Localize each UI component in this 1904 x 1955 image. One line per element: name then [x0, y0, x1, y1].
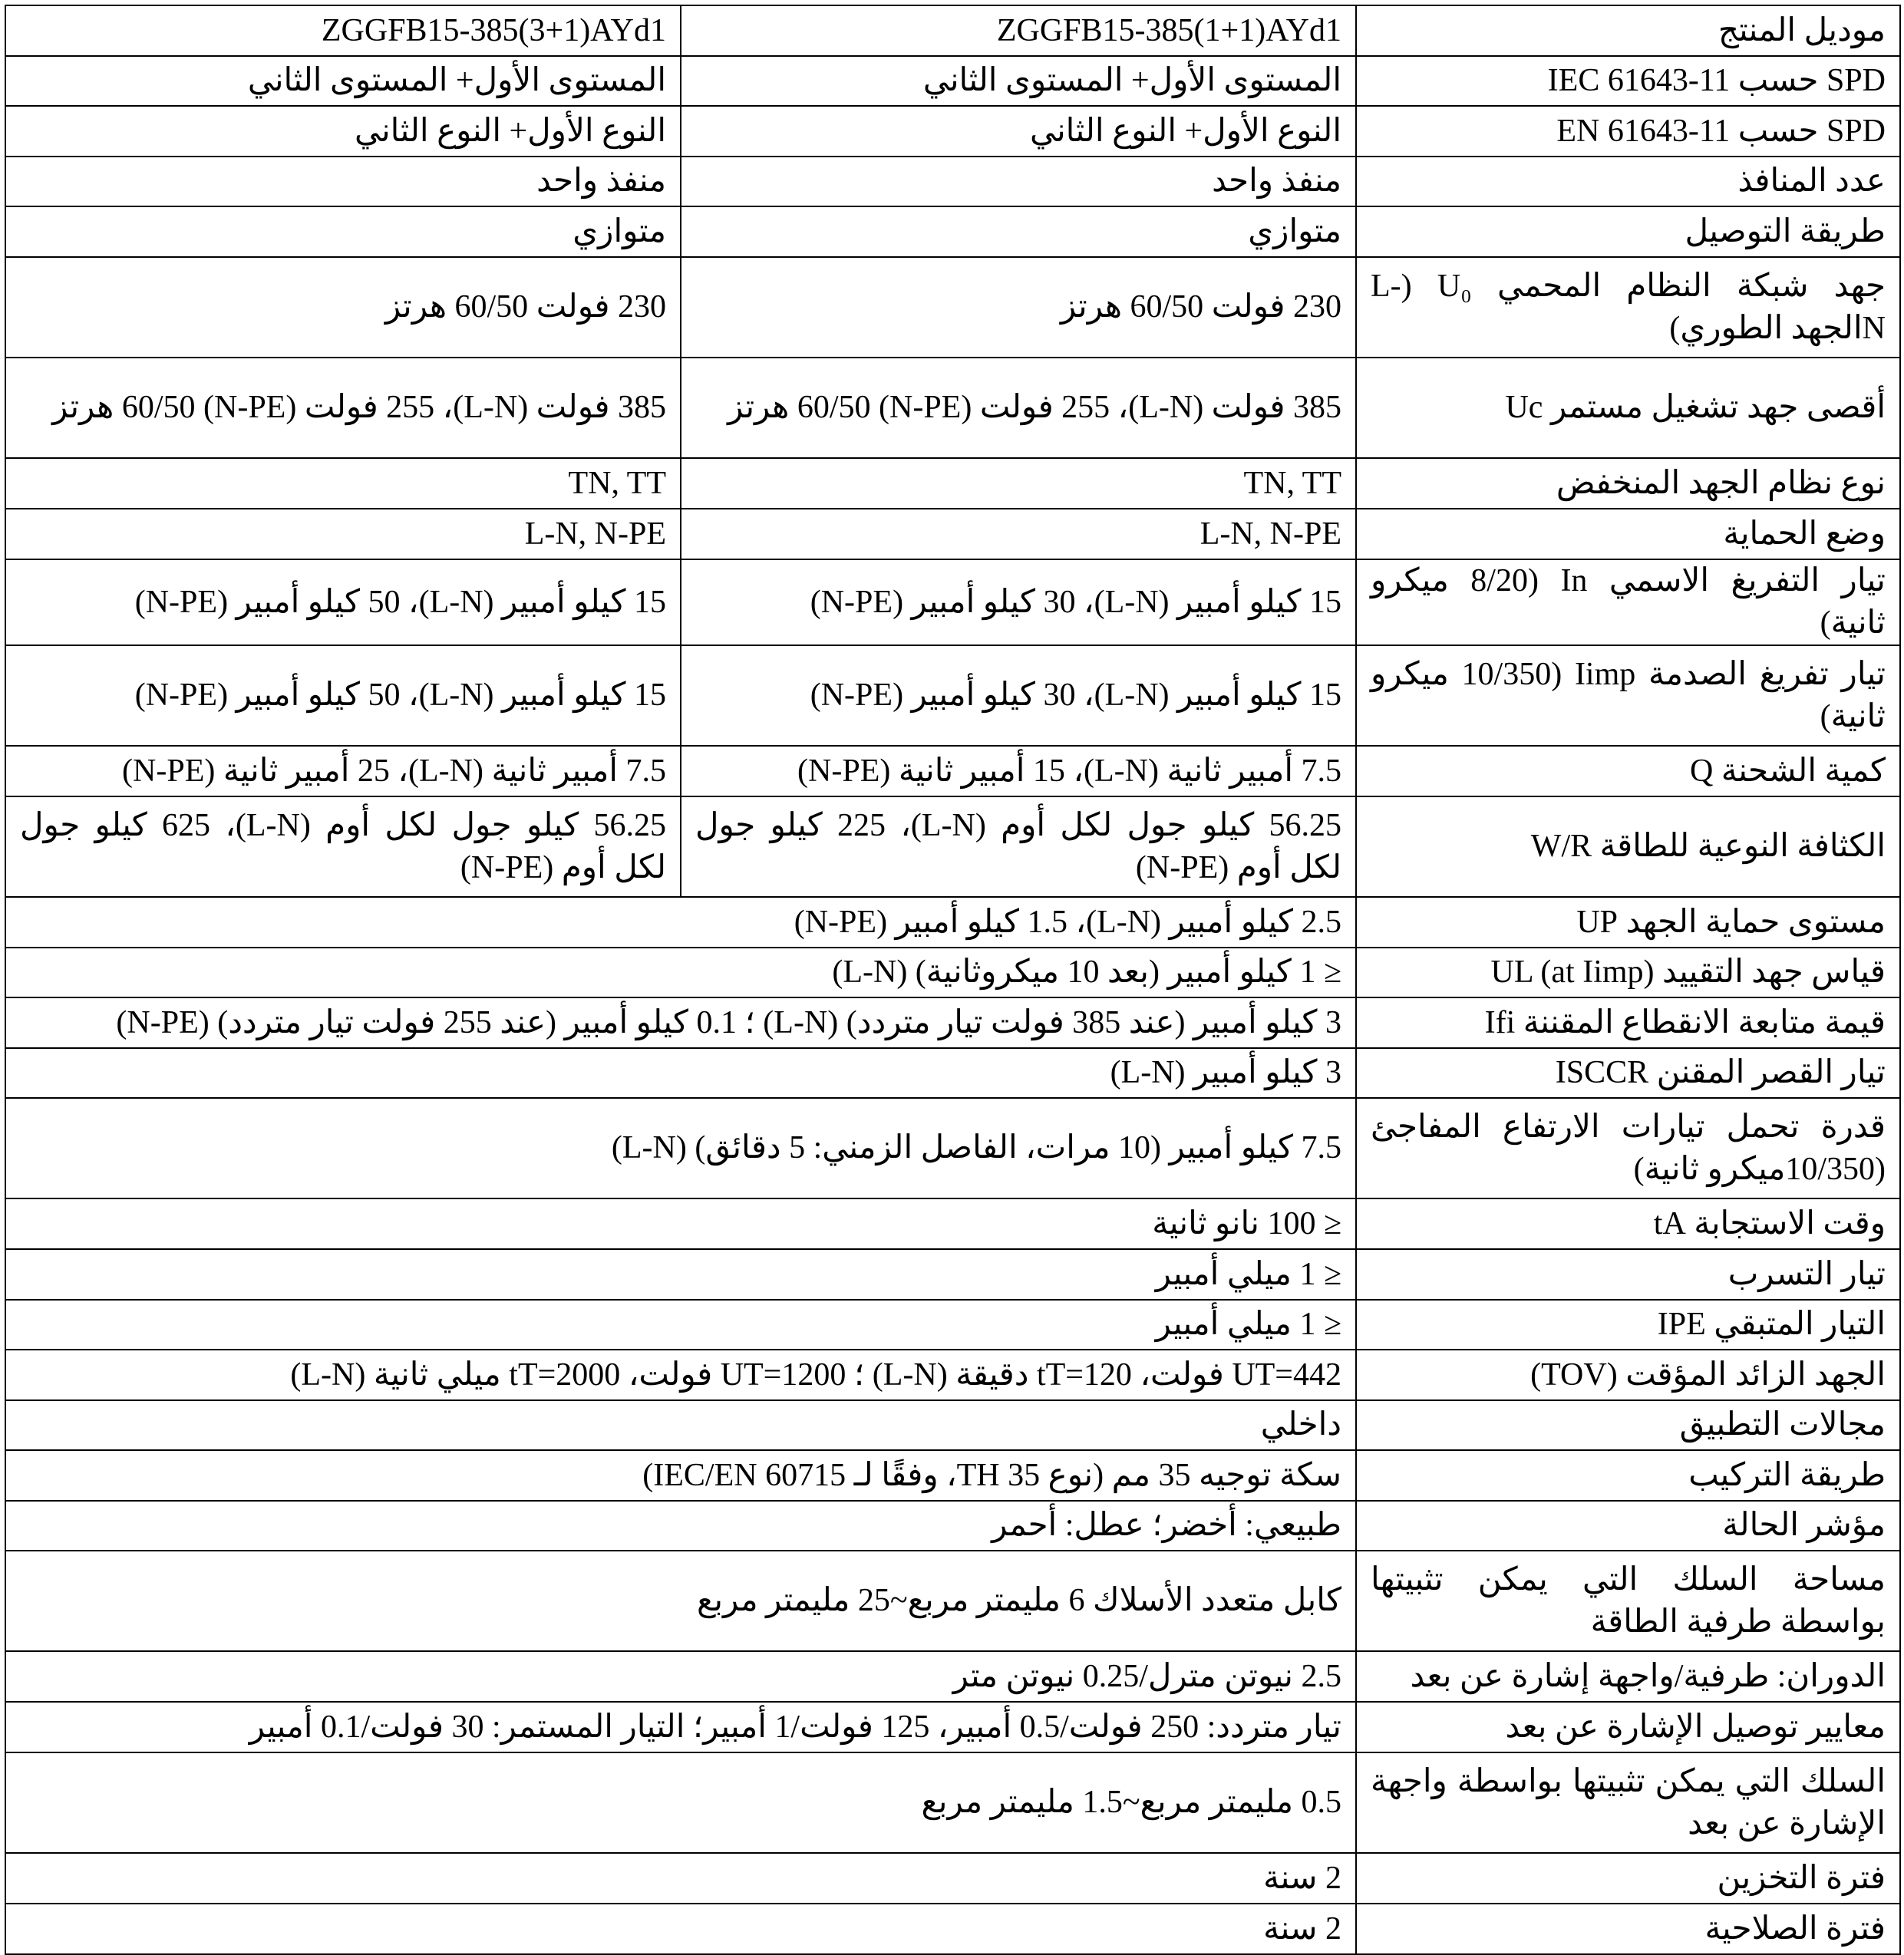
model-2-value: متوازي [5, 206, 681, 257]
shared-value: تيار متردد: 250 فولت/0.5 أمبير، 125 فولت/1 أمبير؛ التيار المستمر: 30 فولت/0.1 أمبير [5, 1702, 1356, 1752]
model-2-value: 15 كيلو أمبير (L-N)، 50 كيلو أمبير (N-PE) [5, 645, 681, 746]
row-label: قياس جهد التقييد UL (at Iimp) [1356, 948, 1900, 997]
shared-value: 2 سنة [5, 1853, 1356, 1904]
model-2-value: منفذ واحد [5, 157, 681, 206]
shared-value: UT=442 فولت، tT=120 دقيقة (L-N) ؛ UT=1200 فولت، tT=2000 ميلي ثانية (L-N) [5, 1350, 1356, 1400]
model-1-value: منفذ واحد [681, 157, 1356, 206]
shared-value: كابل متعدد الأسلاك 6 مليمتر مربع~25 مليمتر مربع [5, 1551, 1356, 1651]
table-row [5, 645, 1900, 746]
model-2-value: TN, TT [5, 458, 681, 509]
row-label: تيار تفريغ الصدمة Iimp (10/350 ميكرو ثانية) [1356, 645, 1900, 746]
shared-value: ≤ 100 نانو ثانية [5, 1198, 1356, 1249]
row-label: مستوى حماية الجهد UP [1356, 897, 1900, 948]
shared-value: 0.5 مليمتر مربع~1.5 مليمتر مربع [5, 1752, 1356, 1853]
shared-value: ≤ 1 ميلي أمبير [5, 1300, 1356, 1350]
model-1-value: TN, TT [681, 458, 1356, 509]
row-label: الكثافة النوعية للطاقة W/R [1356, 796, 1900, 897]
table-row [5, 106, 1900, 157]
model-1-value: النوع الأول+ النوع الثاني [681, 106, 1356, 157]
table-row [5, 509, 1900, 559]
row-label: تيار التسرب [1356, 1249, 1900, 1300]
row-label: وضع الحماية [1356, 509, 1900, 559]
row-label: الدوران: طرفية/واجهة إشارة عن بعد [1356, 1651, 1900, 1702]
table-row [5, 1400, 1900, 1450]
row-label: مساحة السلك التي يمكن تثبيتها بواسطة طرفية الطاقة [1356, 1551, 1900, 1651]
row-label: نوع نظام الجهد المنخفض [1356, 458, 1900, 509]
table-row [5, 1249, 1900, 1300]
shared-value: 7.5 كيلو أمبير (10 مرات، الفاصل الزمني: 5 دقائق) (L-N) [5, 1098, 1356, 1198]
row-label: الجهد الزائد المؤقت (TOV) [1356, 1350, 1900, 1400]
row-label: عدد المنافذ [1356, 157, 1900, 206]
row-label: طريقة التوصيل [1356, 206, 1900, 257]
table-row [5, 1048, 1900, 1098]
shared-value: طبيعي: أخضر؛ عطل: أحمر [5, 1501, 1356, 1551]
table-row [5, 1098, 1900, 1198]
row-label: تيار التفريغ الاسمي In (8/20 ميكرو ثانية) [1356, 559, 1900, 645]
table-row [5, 1651, 1900, 1702]
table-row [5, 257, 1900, 358]
row-label: قيمة متابعة الانقطاع المقننة Ifi [1356, 997, 1900, 1048]
model-2-value: 230 فولت 60/50 هرتز [5, 257, 681, 358]
model-2-value: 15 كيلو أمبير (L-N)، 50 كيلو أمبير (N-PE) [5, 559, 681, 645]
table-row [5, 1501, 1900, 1551]
row-label: وقت الاستجابة tA [1356, 1198, 1900, 1249]
table-row [5, 997, 1900, 1048]
model-1-value: L-N, N-PE [681, 509, 1356, 559]
table-row [5, 796, 1900, 897]
row-label: طريقة التركيب [1356, 1450, 1900, 1501]
shared-value: 3 كيلو أمبير (L-N) [5, 1048, 1356, 1098]
table-row [5, 56, 1900, 106]
row-label: SPD حسب EN 61643-11 [1356, 106, 1900, 157]
model-1-value: 385 فولت (L-N)، 255 فولت (N-PE) 60/50 هرتز [681, 358, 1356, 458]
table-row [5, 157, 1900, 206]
row-label: مجالات التطبيق [1356, 1400, 1900, 1450]
row-label: جهد شبكة النظام المحمي U₀ (L-Nالجهد الطوري) [1356, 257, 1900, 358]
table-row [5, 1350, 1900, 1400]
table-row [5, 1702, 1900, 1752]
model-1-value: 15 كيلو أمبير (L-N)، 30 كيلو أمبير (N-PE) [681, 645, 1356, 746]
model-1-value: 230 فولت 60/50 هرتز [681, 257, 1356, 358]
table-row [5, 1450, 1900, 1501]
table-row [5, 1853, 1900, 1904]
table-row [5, 206, 1900, 257]
shared-value: 2 سنة [5, 1904, 1356, 1954]
shared-value: 2.5 نيوتن مترل/0.25 نيوتن متر [5, 1651, 1356, 1702]
row-label: كمية الشحنة Q [1356, 746, 1900, 796]
row-label: فترة التخزين [1356, 1853, 1900, 1904]
table-row [5, 1752, 1900, 1853]
shared-value: سكة توجيه 35 مم (نوع TH 35، وفقًا لـ IEC/EN 60715) [5, 1450, 1356, 1501]
table-row [5, 897, 1900, 948]
shared-value: 2.5 كيلو أمبير (L-N)، 1.5 كيلو أمبير (N-PE) [5, 897, 1356, 948]
spec-table [5, 5, 1901, 1955]
model-2-value: 385 فولت (L-N)، 255 فولت (N-PE) 60/50 هرتز [5, 358, 681, 458]
model-2-value: النوع الأول+ النوع الثاني [5, 106, 681, 157]
table-row [5, 358, 1900, 458]
row-label: موديل المنتج [1356, 5, 1900, 56]
table-row [5, 458, 1900, 509]
row-label: مؤشر الحالة [1356, 1501, 1900, 1551]
row-label: التيار المتبقي IPE [1356, 1300, 1900, 1350]
shared-value: ≤ 1 كيلو أمبير (بعد 10 ميكروثانية) (L-N) [5, 948, 1356, 997]
model-1-value: متوازي [681, 206, 1356, 257]
model-1-value: 56.25 كيلو جول لكل أوم (L-N)، 225 كيلو جول لكل أوم (N-PE) [681, 796, 1356, 897]
model-2-value: 7.5 أمبير ثانية (L-N)، 25 أمبير ثانية (N-PE) [5, 746, 681, 796]
row-label: فترة الصلاحية [1356, 1904, 1900, 1954]
table-row [5, 948, 1900, 997]
model-2-value: L-N, N-PE [5, 509, 681, 559]
row-label: قدرة تحمل تيارات الارتفاع المفاجئ (10/350ميكرو ثانية) [1356, 1098, 1900, 1198]
table-row [5, 1300, 1900, 1350]
shared-value: 3 كيلو أمبير (عند 385 فولت تيار متردد) (L-N) ؛ 0.1 كيلو أمبير (عند 255 فولت تيار متردد) (N-PE) [5, 997, 1356, 1048]
model-1-value: 15 كيلو أمبير (L-N)، 30 كيلو أمبير (N-PE) [681, 559, 1356, 645]
table-row [5, 1551, 1900, 1651]
model-1-value: 7.5 أمبير ثانية (L-N)، 15 أمبير ثانية (N-PE) [681, 746, 1356, 796]
row-label: SPD حسب IEC 61643-11 [1356, 56, 1900, 106]
spec-table-body [5, 5, 1900, 1954]
row-label: السلك التي يمكن تثبيتها بواسطة واجهة الإشارة عن بعد [1356, 1752, 1900, 1853]
table-row [5, 559, 1900, 645]
model-1-value: المستوى الأول+ المستوى الثاني [681, 56, 1356, 106]
shared-value: داخلي [5, 1400, 1356, 1450]
row-label: أقصى جهد تشغيل مستمر Uc [1356, 358, 1900, 458]
row-label: تيار القصر المقنن ISCCR [1356, 1048, 1900, 1098]
table-row [5, 1904, 1900, 1954]
model-2-value: 56.25 كيلو جول لكل أوم (L-N)، 625 كيلو جول لكل أوم (N-PE) [5, 796, 681, 897]
table-row [5, 1198, 1900, 1249]
shared-value: ≤ 1 ميلي أمبير [5, 1249, 1356, 1300]
model-1-value: ZGGFB15-385(1+1)AYd1 [681, 5, 1356, 56]
table-row [5, 5, 1900, 56]
table-row [5, 746, 1900, 796]
model-2-value: المستوى الأول+ المستوى الثاني [5, 56, 681, 106]
row-label: معايير توصيل الإشارة عن بعد [1356, 1702, 1900, 1752]
model-2-value: ZGGFB15-385(3+1)AYd1 [5, 5, 681, 56]
